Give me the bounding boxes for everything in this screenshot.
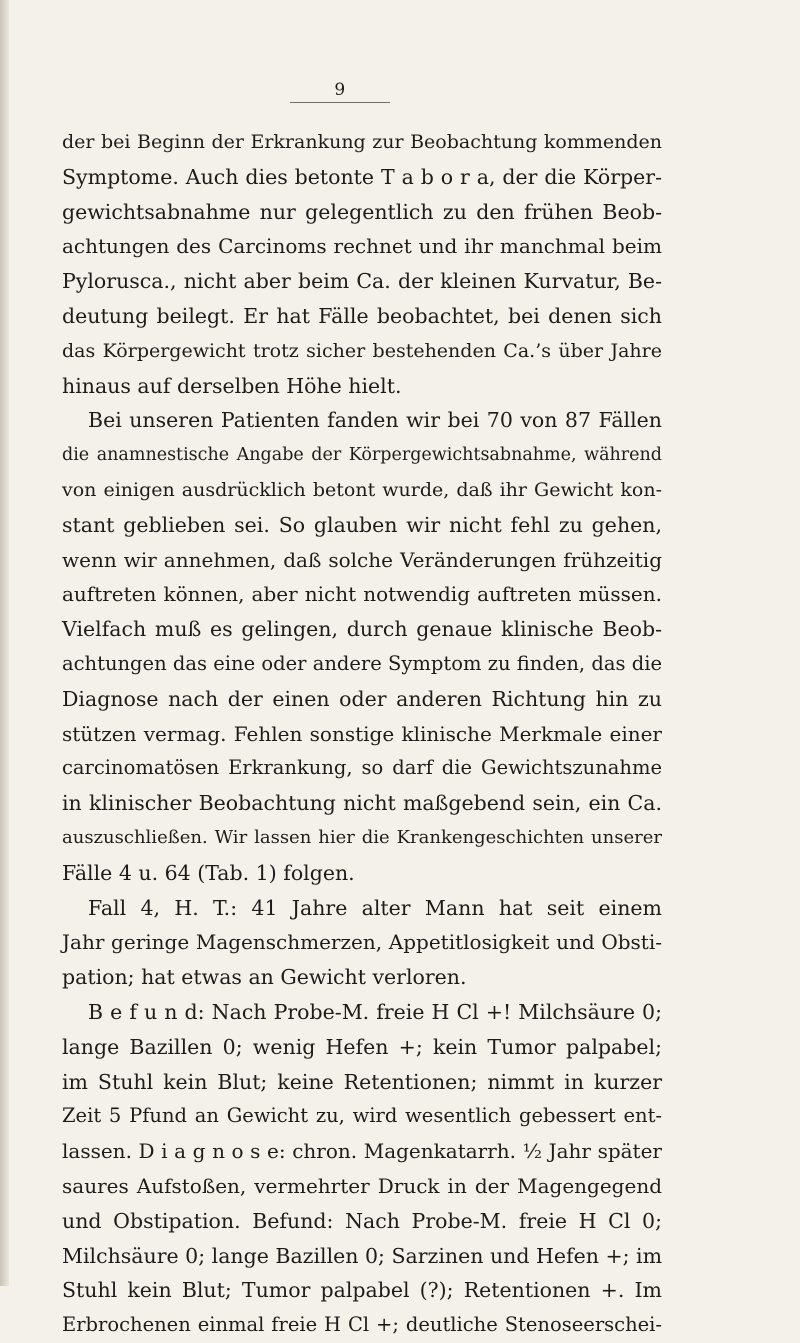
page-number: 9 [290,80,390,103]
text-line: gewichtsabnahme nur gelegentlich zu den frühen Beob- [62,199,662,224]
page-edge [0,0,9,1286]
text-line: von einigen ausdrücklich betont wurde, daß ihr Gewicht kon- [62,478,662,501]
text-line: Milchsäure 0; lange Bazillen 0; Sarzinen und Hefen +; im [62,1243,663,1268]
text-line: auszuschließen. Wir lassen hier die Krankengeschichten unserer [62,826,662,848]
text-line: saures Aufstoßen, vermehrter Druck in der Magengegend [62,1173,662,1198]
body-text [62,125,662,1343]
text-line: Fall 4, H. T.: 41 Jahre alter Mann hat seit einem [88,895,662,920]
text-line: deutung beilegt. Er hat Fälle beobachtet, bei denen sich [62,303,662,328]
text-line: achtungen des Carcinoms rechnet und ihr manchmal beim [62,234,662,259]
text-line: Jahr geringe Magenschmerzen, Appetitlosigkeit und Obsti- [62,930,662,955]
text-line: Symptome. Auch dies betonte T a b o r a, der die Körper- [62,164,662,189]
text-line: achtungen das eine oder andere Symptom zu finden, das die [62,651,662,675]
text-line: die anamnestische Angabe der Körpergewichtsabnahme, während [62,445,662,466]
text-line: Diagnose nach der einen oder anderen Richtung hin zu [62,686,662,711]
text-line: lange Bazillen 0; wenig Hefen +; kein Tumor palpabel; [62,1034,662,1059]
text-line: das Körpergewicht trotz sicher bestehenden Ca.’s über Jahre [62,339,662,362]
text-line: Stuhl kein Blut; Tumor palpabel (?); Retentionen +. Im [62,1278,662,1303]
text-line: Bei unseren Patienten fanden wir bei 70 von 87 Fällen [88,408,662,433]
text-line: der bei Beginn der Erkrankung zur Beobachtung kommenden [62,131,662,153]
text-line: wenn wir annehmen, daß solche Veränderungen frühzeitig [62,547,662,572]
text-line: stützen vermag. Fehlen sonstige klinische Merkmale einer [62,721,662,746]
text-line: in klinischer Beobachtung nicht maßgebend sein, ein Ca. [62,791,662,816]
text-line: Fälle 4 u. 64 (Tab. 1) folgen. [62,860,355,885]
text-line: lassen. D i a g n o s e: chron. Magenkatarrh. ½ Jahr später [62,1139,662,1164]
text-line: Erbrochenen einmal freie H Cl +; deutliche Stenoseerschei- [62,1313,662,1337]
text-line: pation; hat etwas an Gewicht verloren. [62,965,467,990]
text-line: und Obstipation. Befund: Nach Probe-M. freie H Cl 0; [62,1208,662,1233]
text-line: Zeit 5 Pfund an Gewicht zu, wird wesentlich gebessert ent- [62,1104,662,1128]
text-line: carcinomatösen Erkrankung, so darf die Gewichtszunahme [62,756,662,780]
text-line: Vielfach muß es gelingen, durch genaue klinische Beob- [62,617,662,642]
text-line: im Stuhl kein Blut; keine Retentionen; nimmt in kurzer [62,1069,662,1094]
text-line: stant geblieben sei. So glauben wir nicht fehl zu gehen, [62,512,662,537]
text-line: B e f u n d: Nach Probe-M. freie H Cl +! Milchsäure 0; [88,999,662,1024]
text-line: Pylorusca., nicht aber beim Ca. der kleinen Kurvatur, Be- [62,269,662,294]
text-line: auftreten können, aber nicht notwendig auftreten müssen. [62,582,662,607]
text-line: hinaus auf derselben Höhe hielt. [62,373,402,398]
